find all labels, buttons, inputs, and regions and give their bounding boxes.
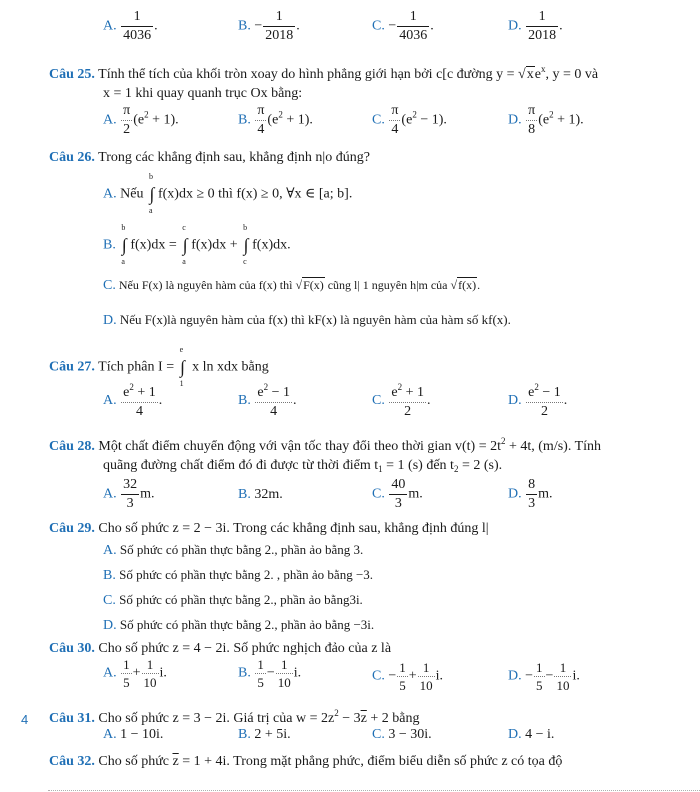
integral-sign: ∫ c a — [182, 223, 188, 266]
q24-option-a: A. $\frac{1}{4036}$ . — [103, 9, 158, 43]
q24-option-c: C. − $\frac{1}{4036}$ . — [372, 9, 434, 43]
q29-option-d: D. Số phức có phần thực bằng 2., phần ảo bằng −3i. — [103, 617, 375, 633]
q26-text: Câu 26. Trong các khẳng định sau, khẳng định n|o đúng? — [49, 150, 370, 165]
page-number: 4 — [21, 712, 29, 727]
q24-option-d: D. $\frac{1}{2018}$ . — [508, 9, 563, 43]
q26-option-a: A. Nếu ∫ b a f(x)dx ≥ 0 thì f(x) ≥ 0, ∀x ∈ [a; b]. — [103, 172, 353, 215]
q30-option-b: B. $\frac{1}{5}$ − $\frac{1}{10}$ i. — [238, 657, 302, 690]
q27-option-b: B. $\frac{e^2 - 1}{4}$ . — [238, 382, 297, 419]
question-label: Câu 28. — [49, 439, 95, 454]
q29-option-b: B. Số phức có phần thực bằng 2. , phần ảo bằng −3. — [103, 567, 374, 583]
q25-text-line-1: Câu 25. Tính thể tích của khối tròn xoay do hình phẳng giới hạn bởi c[c đường $y = √xe^x$, y = 0 và — [49, 64, 599, 82]
q30-option-d: D. − $\frac{1}{5}$ − $\frac{1}{10}$ i. — [508, 660, 580, 693]
question-label: Câu 31. — [49, 711, 95, 726]
q31-option-c: C. 3 − 30i. — [372, 727, 432, 742]
q28-option-c: C. $\frac{40}{3}$ m. — [372, 477, 423, 511]
question-label: Câu 29. — [49, 521, 95, 536]
q30-text: Câu 30. Cho số phức z = 4 − 2i. Số phức nghịch đảo của z là — [49, 641, 392, 656]
question-label: Câu 25. — [49, 67, 95, 82]
question-label: Câu 30. — [49, 641, 95, 656]
q28-text-line-1: Câu 28. Một chất điểm chuyển động với vận tốc thay đổi theo thời gian $v(t) = 2t^2 + 4t$, (m/s). Tính — [49, 436, 602, 454]
q28-option-a: A. $\frac{32}{3}$ m. — [103, 477, 155, 511]
integral-sign: ∫ e 1 — [179, 345, 186, 388]
q26-option-d: D. Nếu F(x)là nguyên hàm của f(x) thì kF(x) là nguyên hàm của hàm số kf(x). — [103, 312, 511, 328]
q29-option-c: C. Số phức có phần thực bằng 2., phần ảo bằng3i. — [103, 592, 363, 608]
integral-sign: ∫ b c — [243, 223, 249, 266]
q31-option-b: B. 2 + 5i. — [238, 727, 291, 742]
q29-text: Câu 29. Cho số phức z = 2 − 3i. Trong các khẳng định sau, khẳng định đúng l| — [49, 521, 489, 536]
q28-option-b: B. 32m. — [238, 487, 283, 502]
question-label: Câu 27. — [49, 359, 95, 375]
q31-option-d: D. 4 − i. — [508, 727, 555, 742]
q28-option-d: D. $\frac{8}{3}$ m. — [508, 477, 553, 511]
q28-text-line-2: quãng đường chất điểm đó đi được từ thời điểm $t_1 = 1$ (s) đến $t_2 = 2$ (s). — [103, 458, 503, 474]
q31-text: Câu 31. Cho số phức z = 3 − 2i. Giá trị của $w = 2z^2 - 3\overline{z} + 2$ bằng — [49, 708, 420, 726]
integral-sign: ∫ b a — [121, 223, 127, 266]
q27-option-a: A. $\frac{e^2 + 1}{4}$ . — [103, 382, 163, 419]
q32-text: Câu 32. Cho số phức $\overline{z} = 1 + 4i$. Trong mặt phẳng phức, điểm biểu diễn số phức z có tọa độ — [49, 754, 563, 769]
q24-option-b: B. − $\frac{1}{2018}$ . — [238, 9, 300, 43]
q26-option-c: C. Nếu F(x) là nguyên hàm của f(x) thì √F(x) cũng l| 1 nguyên h|m của √f(x). — [103, 278, 481, 293]
footer-divider — [48, 790, 700, 791]
q25-option-a: A. $\frac{\pi}{2}$ $(e^2 + 1)$. — [103, 103, 179, 137]
q29-option-a: A. Số phức có phần thực bằng 2., phần ảo bằng 3. — [103, 542, 364, 558]
question-label: Câu 32. — [49, 754, 95, 769]
question-label: Câu 26. — [49, 150, 95, 165]
integral-sign: ∫ b a — [148, 172, 155, 215]
q25-option-d: D. $\frac{\pi}{8}$ $(e^2 + 1)$. — [508, 103, 584, 137]
q26-option-b: B. ∫ b a f(x)dx = ∫ c a f(x)dx + ∫ b c f(x)dx. — [103, 223, 291, 266]
q25-text-line-2: x = 1 khi quay quanh trục Ox bằng: — [103, 86, 303, 101]
q25-option-c: C. $\frac{\pi}{4}$ $(e^2 - 1)$. — [372, 103, 447, 137]
q27-option-c: C. $\frac{e^2 + 1}{2}$ . — [372, 382, 431, 419]
q30-option-a: A. $\frac{1}{5}$ + $\frac{1}{10}$ i. — [103, 657, 167, 690]
q31-option-a: A. 1 − 10i. — [103, 727, 164, 742]
q27-text: Câu 27. Tích phân I = ∫ e 1 x ln xdx bằng — [49, 345, 269, 388]
q27-option-d: D. $\frac{e^2 - 1}{2}$ . — [508, 382, 568, 419]
q30-option-c: C. − $\frac{1}{5}$ + $\frac{1}{10}$ i. — [372, 660, 444, 693]
q25-option-b: B. $\frac{\pi}{4}$ $(e^2 + 1)$. — [238, 103, 313, 137]
